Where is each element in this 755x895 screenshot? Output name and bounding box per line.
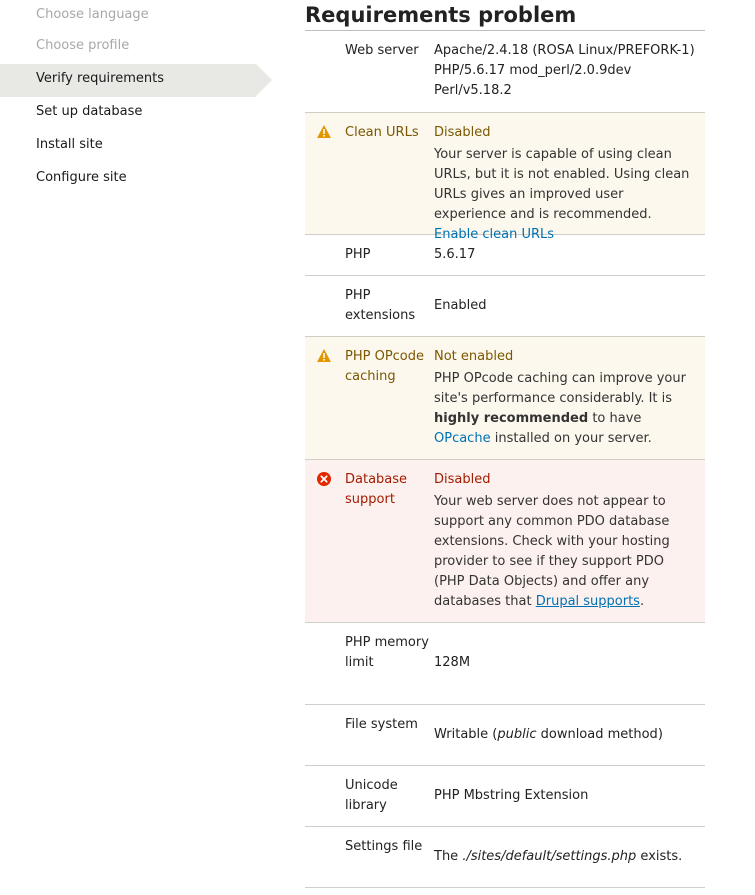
row-clean-urls bbox=[305, 113, 705, 242]
row-title: File system bbox=[345, 717, 418, 732]
row-title: PHP bbox=[345, 247, 371, 262]
warning-icon bbox=[317, 125, 331, 138]
step-configure-site: Configure site bbox=[36, 170, 127, 185]
install-steps-sidebar bbox=[0, 0, 272, 196]
step-choose-language: Choose language bbox=[36, 7, 149, 22]
row-title: Settings file bbox=[345, 839, 423, 854]
row-file-system bbox=[305, 705, 705, 766]
warning-icon bbox=[317, 349, 331, 362]
row-value: Writable (public download method) bbox=[434, 727, 663, 742]
row-value: Apache/2.4.18 (ROSA Linux/PREFORK-1) PHP/5.6.17 mod_perl/2.0.9dev Perl/v5.18.2 bbox=[434, 43, 695, 98]
step-set-up-database: Set up database bbox=[36, 104, 143, 119]
row-title: Web server bbox=[345, 43, 419, 58]
status-text: Not enabled bbox=[434, 349, 514, 364]
description: PHP OPcode caching can improve your site's performance considerably. It is highly recommended to have OPcache installed on your server. bbox=[434, 371, 686, 446]
row-title: Clean URLs bbox=[345, 125, 419, 140]
row-value: 128M bbox=[434, 655, 471, 670]
row-database-support bbox=[305, 460, 705, 623]
page-title: Requirements problem bbox=[305, 0, 705, 31]
opcache-link[interactable]: OPcache bbox=[434, 431, 491, 446]
step-choose-profile: Choose profile bbox=[36, 38, 130, 53]
row-settings-file bbox=[305, 827, 705, 888]
row-value: The ./sites/default/settings.php exists. bbox=[434, 849, 683, 864]
step-verify-requirements: Verify requirements bbox=[0, 64, 256, 97]
row-web-server bbox=[305, 31, 705, 113]
row-php-extensions bbox=[305, 276, 705, 337]
error-icon bbox=[317, 472, 331, 486]
status-text: Disabled bbox=[434, 472, 491, 487]
row-value: Enabled bbox=[434, 298, 487, 313]
row-value: PHP Mbstring Extension bbox=[434, 788, 589, 803]
enable-clean-urls-link[interactable]: Enable clean URLs bbox=[434, 227, 555, 242]
row-php-memory-limit bbox=[305, 623, 705, 705]
row-value: 5.6.17 bbox=[434, 247, 476, 262]
row-title: Unicode library bbox=[345, 778, 398, 813]
description: Your server is capable of using clean URLs, but it is not enabled. Using clean URLs gives an improved user experience and is recommended. Enable clean URLs bbox=[434, 147, 690, 242]
status-text: Disabled bbox=[434, 125, 491, 140]
drupal-supports-link[interactable]: Drupal supports bbox=[535, 594, 640, 609]
description: Your web server does not appear to support any common PDO database extensions. Check with your hosting provider to see if they support PDO (PHP Data Objects) and offer any databases that Drupal supports. bbox=[434, 494, 670, 609]
row-title: PHP memory limit bbox=[345, 635, 429, 670]
row-title: Database support bbox=[345, 472, 408, 507]
row-title: PHP OPcode caching bbox=[345, 349, 425, 384]
requirements-panel bbox=[305, 0, 705, 888]
row-php-opcode-caching bbox=[305, 337, 705, 460]
step-install-site: Install site bbox=[36, 137, 103, 152]
row-unicode-library bbox=[305, 766, 705, 827]
row-title: PHP extensions bbox=[345, 288, 416, 323]
